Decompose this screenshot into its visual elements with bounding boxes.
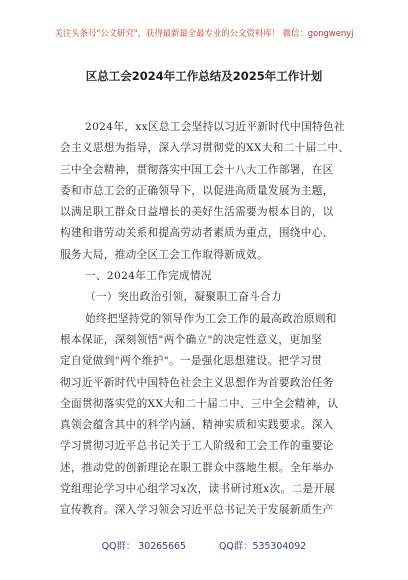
body-line: 党组理论学习中心组学习x次，读书研讨班x次。二是开展 [60,483,336,496]
body-line: 三中全会精神，贯彻落实中国工会十八大工作部署，在区 [60,163,334,176]
footer-contact [0,538,408,552]
footer-qq-group: QQ群： 30265665 [101,541,187,552]
section-heading: 一、2024年工作完成情况 [85,270,212,283]
body-line: 构建和谐劳动关系和提高劳动者素质为重点，围绕中心、 [60,227,334,240]
body-line: 委和市总工会的正确领导下，以促进高质量发展为主题， [60,184,334,197]
body-line: 学习贯彻习近平总书记关于工人阶级和工会工作的重要论 [60,440,334,453]
body-line: 以满足职工群众日益增长的美好生活需要为根本目的，以 [60,206,334,219]
body-line: 述，推动党的创新理论在职工群众中落地生根。全年举办 [60,461,334,474]
body-line: 会主义思想为指导，深入学习贯彻党的XX大和二十届二中、 [60,142,350,155]
header-notice: 关注头条号"公文研究"，获得最新最全最专业的公文资料库！ 微信：gongwenyj [54,28,354,38]
body-line: 根本保证，深刻领悟"两个确立"的决定性意义，更加坚 [60,333,323,346]
document-title: 区总工会2024年工作总结及2025年工作计划 [85,69,323,83]
body-line: 真领会蕴含其中的科学内涵、精神实质和实践要求。深入 [60,419,334,432]
body-line: 定自觉做到"两个维护"。一是强化思想建设。把学习贯 [60,355,323,368]
body-line: 服务大局，推动全区工会工作取得新成效。 [60,248,268,261]
body-line: 全面贯彻落实党的XX大和二十届二中、三中全会精神，认 [60,397,339,410]
document-body [60,117,360,522]
body-line: 始终把坚持党的领导作为工会工作的最高政治原则和 [85,312,337,325]
body-line: 2024年，xx区总工会坚持以习近平新时代中国特色社 [85,121,345,133]
body-line: 宣传教育。深入学习领会习近平总书记关于发展新质生产 [60,504,334,517]
subsection-heading: （一）突出政治引领，凝聚职工奋斗合力 [85,291,282,304]
body-line: 彻习近平新时代中国特色社会主义思想作为首要政治任务 [60,376,334,389]
footer-qq-group-alt: QQ群：535304092 [219,541,307,552]
